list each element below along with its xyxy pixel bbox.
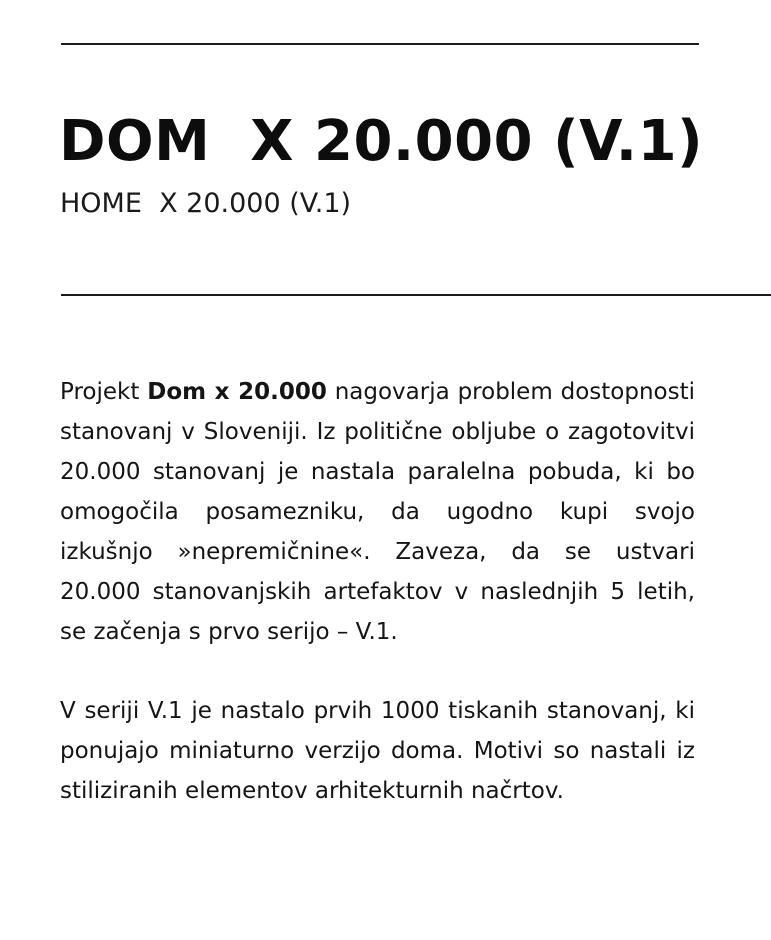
- description: [60, 372, 695, 811]
- page-title: DOM X 20.000 (V.1): [59, 109, 704, 174]
- page-subtitle: HOME X 20.000 (V.1): [60, 188, 352, 219]
- project-name: Dom x 20.000: [147, 379, 327, 405]
- paragraph-1-lead: Projekt: [60, 379, 148, 405]
- description-paragraph-1: [60, 372, 695, 652]
- paragraph-1-rest: nagovarja problem dostopnosti stanovanj v Sloveniji. Iz politične obljube o zagotovitvi 20.000 stanovanj je nastala paralelna pobuda, ki bo omogočila posamezniku, da ugodno kupi svojo izkušnjo »nepremičnine«. Zaveza, da se ustvari 20.000 stanovanjskih artefaktov v naslednjih 5 letih, se začenja s prvo serijo – V.1.: [60, 379, 695, 645]
- top-divider: [61, 43, 699, 45]
- section-divider: [61, 294, 771, 296]
- description-paragraph-2: V seriji V.1 je nastalo prvih 1000 tiskanih stanovanj, ki ponujajo miniaturno verzijo doma. Motivi so nastali iz stiliziranih elementov arhitekturnih načrtov.: [60, 698, 695, 804]
